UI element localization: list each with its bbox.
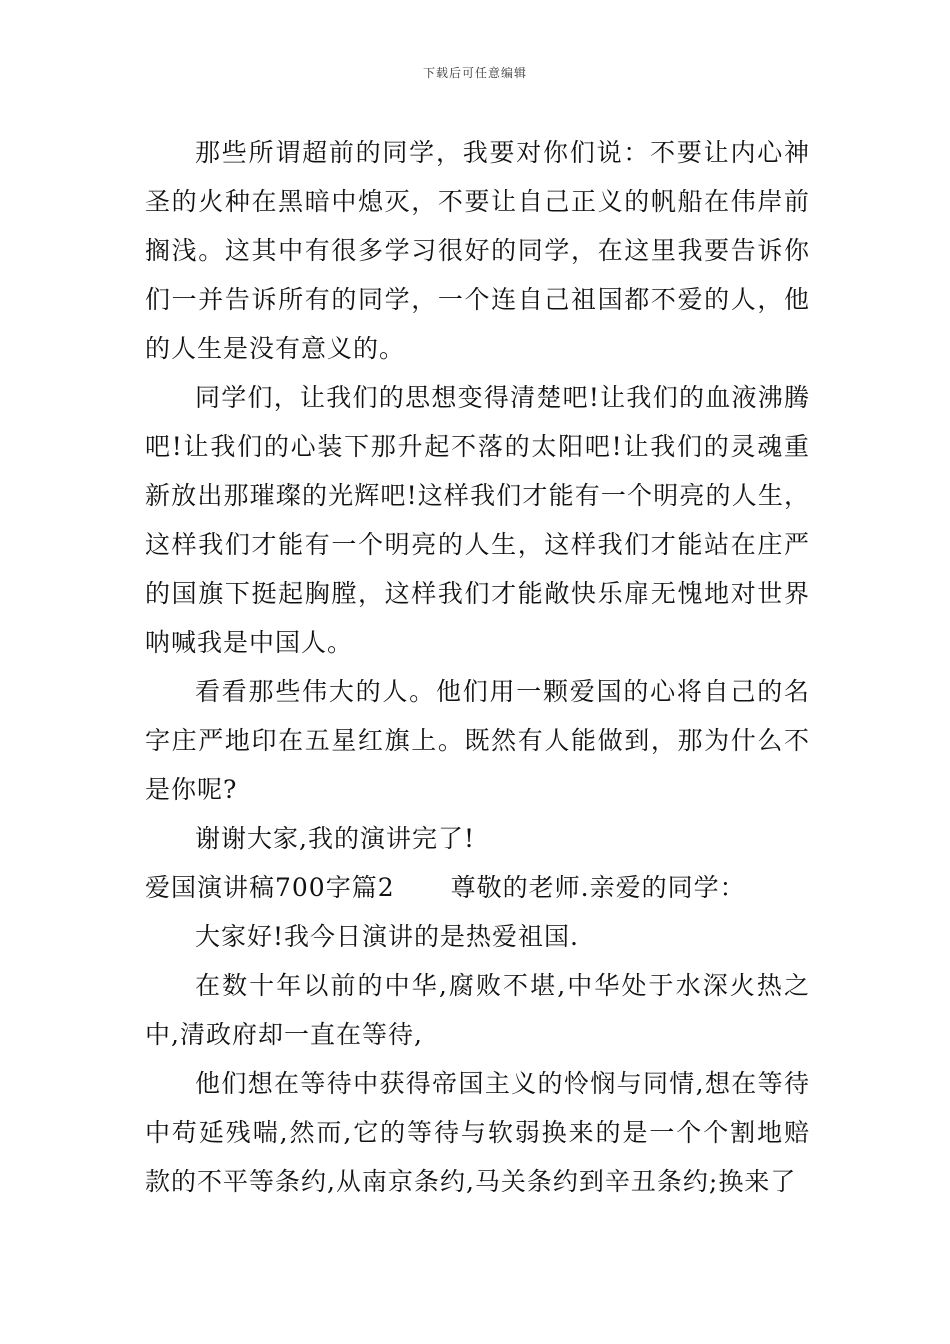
page-header: 下载后可任意编辑 <box>422 66 527 80</box>
paragraph: 谢谢大家,我的演讲完了! <box>195 824 475 853</box>
paragraph: 同学们，让我们的思想变得清楚吧!让我们的血液沸腾吧!让我们的心装下那升起不落的太阳吧!让我们的灵魂重新放出那璀璨的光辉吧!这样我们才能有一个明亮的人生，这样我们才能有一个明亮的人生，这样我们才能站在庄严的国旗下挺起胸膛，这样我们才能敞快乐扉无愧地对世界呐喊我是中国人。 <box>145 383 810 657</box>
paragraph: 他们想在等待中获得帝国主义的怜悯与同情,想在等待中苟延残喘,然而,它的等待与软弱换来的是一个个割地赔款的不平等条约,从南京条约,马关条约到辛丑条约;换来了 <box>145 1069 810 1196</box>
paragraph: 看看那些伟大的人。他们用一颗爱国的心将自己的名字庄严地印在五星红旗上。既然有人能做到，那为什么不是你呢? <box>145 677 810 804</box>
salutation: 尊敬的老师.亲爱的同学： <box>450 873 746 902</box>
section-title: 爱国演讲稿700字篇2 <box>145 873 395 902</box>
document-body <box>145 128 810 1206</box>
paragraph: 大家好!我今日演讲的是热爱祖国. <box>195 922 579 951</box>
paragraph: 在数十年以前的中华,腐败不堪,中华处于水深火热之中,清政府却一直在等待, <box>145 971 810 1049</box>
paragraph: 那些所谓超前的同学，我要对你们说：不要让内心神圣的火种在黑暗中熄灭，不要让自己正义的帆船在伟岸前搁浅。这其中有很多学习很好的同学，在这里我要告诉你们一并告诉所有的同学，一个连自己祖国都不爱的人，他的人生是没有意义的。 <box>145 138 810 363</box>
section-heading-line <box>145 863 810 912</box>
